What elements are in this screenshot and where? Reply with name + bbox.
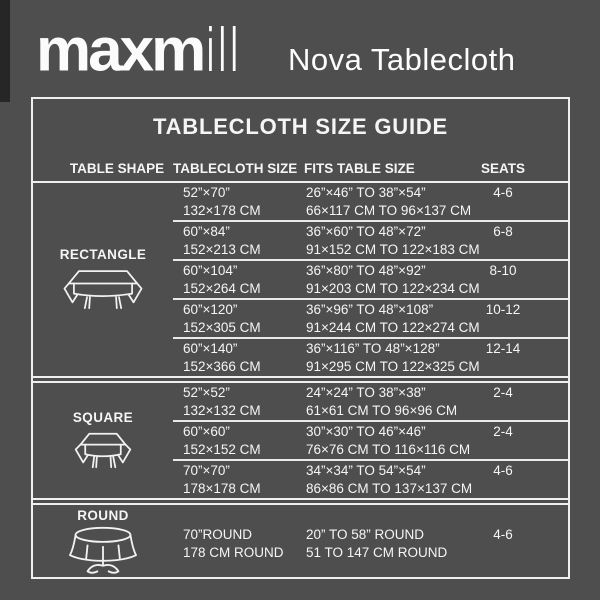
table-row bbox=[173, 505, 568, 574]
rectangle-tablecloth-icon bbox=[63, 268, 143, 312]
column-header-seats: SEATS bbox=[480, 160, 525, 176]
fits-cell: 20” TO 58” ROUND 51 TO 147 CM ROUND bbox=[306, 527, 448, 560]
brand-header bbox=[0, 0, 600, 97]
seats-cell: 2-4 bbox=[493, 385, 513, 400]
fits-cell: 36”×96” TO 48”×108” 91×244 CM TO 122×274 CM bbox=[306, 302, 480, 335]
table-row bbox=[173, 222, 568, 259]
fits-cell: 36”×116” TO 48”×128” 91×295 CM TO 122×325 CM bbox=[306, 341, 480, 374]
seats-cell: 4-6 bbox=[493, 463, 513, 478]
rectangle-shape-cell bbox=[33, 183, 173, 376]
table-row bbox=[173, 339, 568, 376]
size-cell: 60”×140” 152×366 CM bbox=[183, 341, 261, 374]
size-cell: 60”×120” 152×305 CM bbox=[183, 302, 261, 335]
shape-label-rectangle: RECTANGLE bbox=[59, 247, 147, 262]
fits-cell: 36”×60” TO 48”×72” 91×152 CM TO 122×183 CM bbox=[306, 224, 480, 257]
brand-logo-bold-text: maxm bbox=[36, 16, 204, 85]
shape-label-round: ROUND bbox=[77, 508, 129, 523]
table-title: TABLECLOTH SIZE GUIDE bbox=[152, 114, 449, 139]
section-divider-line bbox=[33, 376, 568, 383]
fits-cell: 26”×46” TO 38”×54” 66×117 CM TO 96×137 CM bbox=[306, 185, 472, 218]
fits-cell: 34”×34” TO 54”×54” 86×86 CM TO 137×137 CM bbox=[306, 463, 473, 496]
seats-cell: 8-10 bbox=[489, 263, 517, 278]
size-cell: 52”×52” 132×132 CM bbox=[183, 385, 261, 418]
round-shape-cell bbox=[33, 505, 173, 577]
seats-cell: 4-6 bbox=[493, 527, 513, 542]
fits-cell: 30”×30” TO 46”×46” 76×76 CM TO 116×116 CM bbox=[306, 424, 471, 457]
size-cell: 70”×70” 178×178 CM bbox=[183, 463, 261, 496]
table-row bbox=[173, 422, 568, 459]
seats-cell: 6-8 bbox=[493, 224, 513, 239]
brand-logo bbox=[36, 12, 279, 85]
size-cell: 60”×104” 152×264 CM bbox=[183, 263, 261, 296]
table-row bbox=[173, 383, 568, 420]
square-tablecloth-icon bbox=[72, 431, 134, 472]
table-row bbox=[173, 261, 568, 298]
square-rows bbox=[173, 383, 568, 498]
fits-cell: 24”×24” TO 38”×38” 61×61 CM TO 96×96 CM bbox=[306, 385, 458, 418]
seats-cell: 4-6 bbox=[493, 185, 513, 200]
shape-label-square: SQUARE bbox=[72, 409, 134, 425]
round-rows bbox=[173, 505, 568, 577]
column-header-table-shape: TABLE SHAPE bbox=[69, 160, 165, 176]
section-divider-line bbox=[33, 498, 568, 505]
column-header-tablecloth-size: TABLECLOTH SIZE bbox=[173, 160, 298, 176]
size-cell: 60”×60” 152×152 CM bbox=[183, 424, 261, 457]
size-cell: 70”ROUND 178 CM ROUND bbox=[183, 527, 284, 560]
column-header-row bbox=[33, 155, 568, 181]
table-row bbox=[173, 300, 568, 337]
section-rectangle bbox=[33, 183, 568, 376]
seats-cell: 10-12 bbox=[485, 302, 521, 317]
product-name: Nova Tablecloth bbox=[288, 42, 516, 77]
square-shape-cell bbox=[33, 383, 173, 498]
size-cell: 60”×84” 152×213 CM bbox=[183, 224, 261, 257]
section-square bbox=[33, 383, 568, 498]
column-header-fits-table-size: FITS TABLE SIZE bbox=[304, 160, 415, 176]
seats-cell: 12-14 bbox=[485, 341, 521, 356]
size-cell: 52”×70” 132×178 CM bbox=[183, 185, 261, 218]
rectangle-rows bbox=[173, 183, 568, 376]
brand-logo-thin-text: ill bbox=[207, 16, 243, 85]
round-tablecloth-icon bbox=[67, 525, 139, 577]
table-row bbox=[173, 183, 568, 220]
fits-cell: 36”×80” TO 48”×92” 91×203 CM TO 122×234 CM bbox=[306, 263, 480, 296]
size-guide-table bbox=[31, 97, 570, 579]
table-row bbox=[173, 461, 568, 498]
seats-cell: 2-4 bbox=[493, 424, 513, 439]
section-round bbox=[33, 505, 568, 577]
